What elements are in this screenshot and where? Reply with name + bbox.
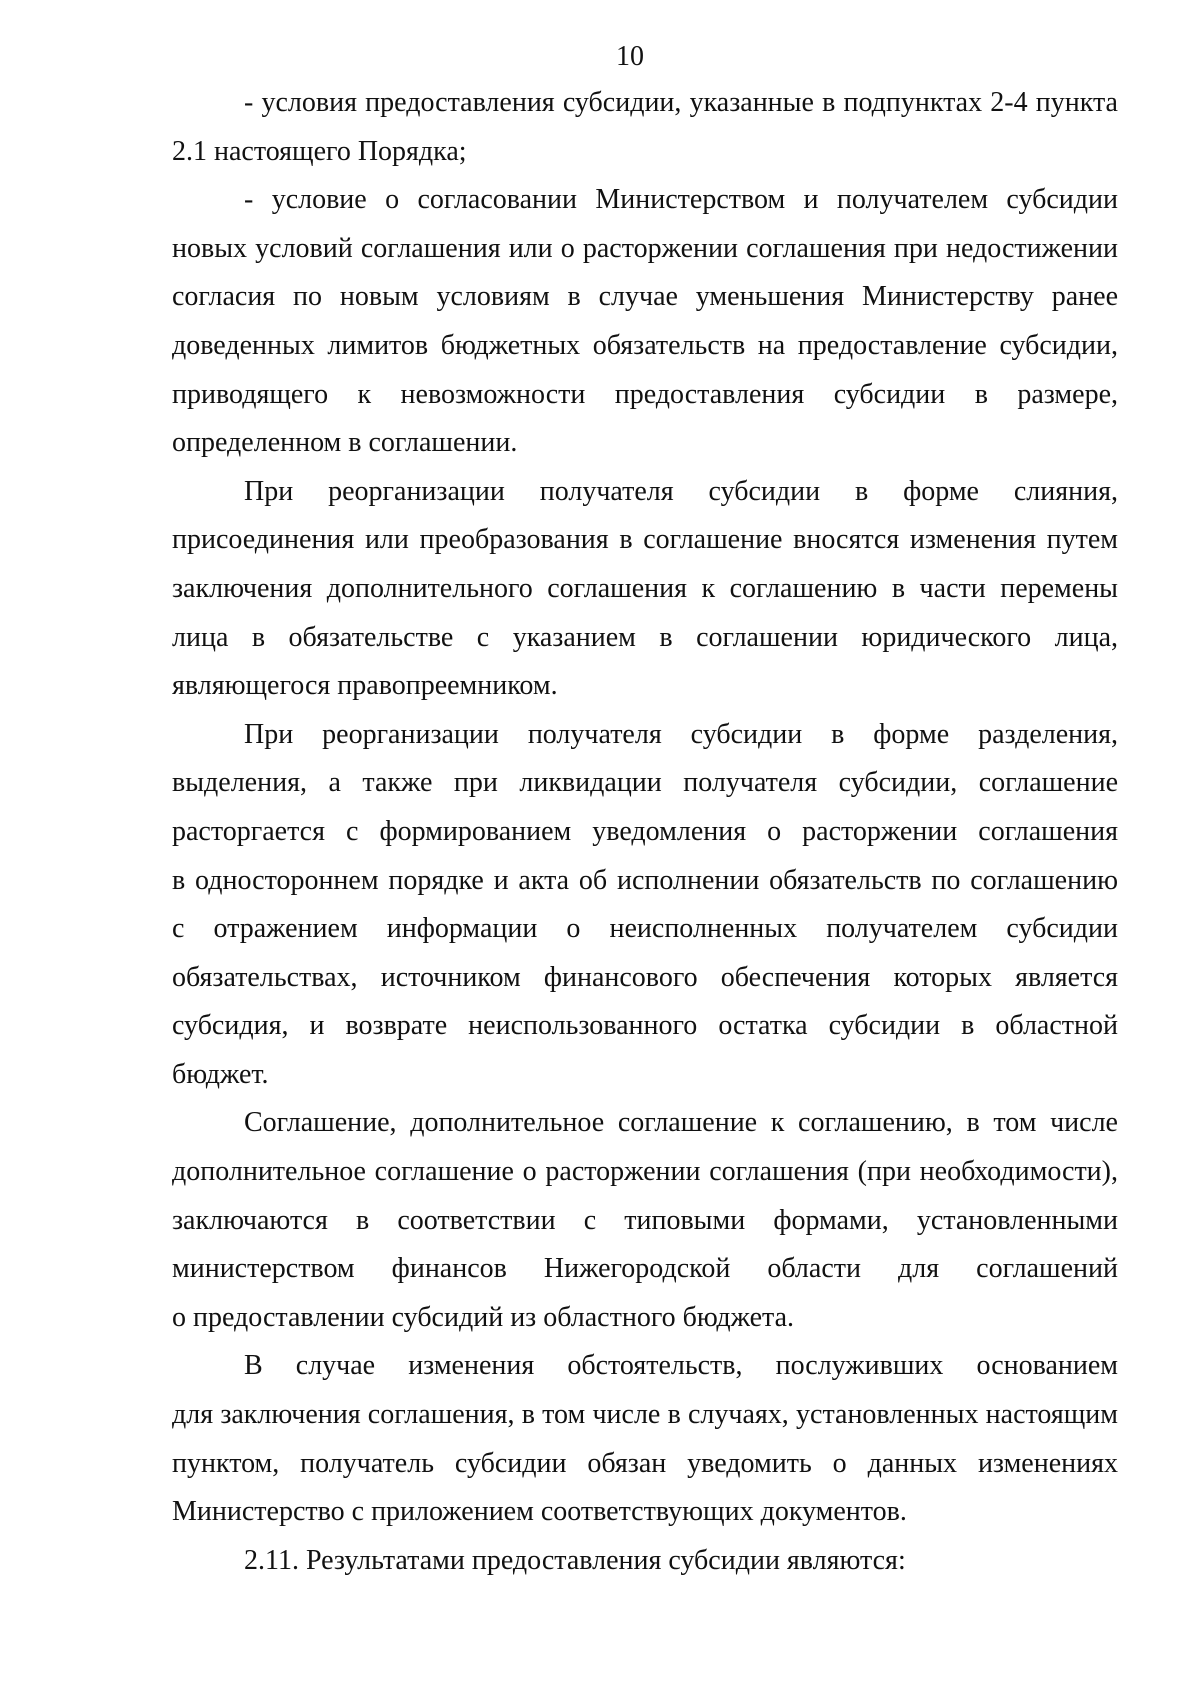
text-line: для заключения соглашения, в том числе в случаях, установленных настоящим xyxy=(172,1399,1118,1431)
text-line: согласия по новым условиям в случае уменьшения Министерству ранее xyxy=(172,281,1118,313)
text-line: расторгается с формированием уведомления о расторжении соглашения xyxy=(172,815,1118,847)
text-line: пунктом, получатель субсидии обязан уведомить о данных изменениях xyxy=(172,1447,1118,1479)
text-line: При реорганизации получателя субсидии в форме слияния, xyxy=(244,475,1118,507)
text-line: дополнительное соглашение о расторжении соглашения (при необходимости), xyxy=(172,1156,1118,1188)
text-line: присоединения или преобразования в соглашение вносятся изменения путем xyxy=(172,524,1118,556)
document-body xyxy=(172,79,1118,1585)
paragraph-reorganization-merger xyxy=(172,468,1118,711)
text-line: субсидия, и возврате неиспользованного остатка субсидии в областной xyxy=(172,1010,1118,1042)
text-line: бюджет. xyxy=(172,1058,269,1090)
text-line: Министерство с приложением соответствующих документов. xyxy=(172,1496,907,1528)
text-line: 2.1 настоящего Порядка; xyxy=(172,135,467,167)
paragraph-reorganization-division xyxy=(172,711,1118,1100)
text-line: заключения дополнительного соглашения к соглашению в части перемены xyxy=(172,572,1118,604)
text-line: министерством финансов Нижегородской области для соглашений xyxy=(172,1253,1118,1285)
paragraph-agreement-terms xyxy=(172,176,1118,468)
text-line: доведенных лимитов бюджетных обязательств на предоставление субсидии, xyxy=(172,329,1118,361)
text-line: обязательствах, источником финансового обеспечения которых является xyxy=(172,961,1118,993)
paragraph-change-notification xyxy=(172,1342,1118,1536)
text-line: выделения, а также при ликвидации получателя субсидии, соглашение xyxy=(172,767,1118,799)
text-line: являющегося правопреемником. xyxy=(172,670,558,702)
text-line: В случае изменения обстоятельств, послуживших основанием xyxy=(244,1350,1118,1382)
text-line: о предоставлении субсидий из областного бюджета. xyxy=(172,1301,795,1333)
text-line: - условие о согласовании Министерством и получателем субсидии xyxy=(244,184,1118,216)
text-line: приводящего к невозможности предоставления субсидии в размере, xyxy=(172,378,1118,410)
text-line: определенном в соглашении. xyxy=(172,427,518,459)
text-line: - условия предоставления субсидии, указанные в подпунктах 2-4 пункта xyxy=(244,87,1118,118)
text-line: 2.11. Результатами предоставления субсидии являются: xyxy=(244,1544,906,1576)
paragraph-subsidy-conditions xyxy=(172,79,1118,176)
text-line: с отражением информации о неисполненных получателем субсидии xyxy=(172,913,1118,945)
text-line: заключаются в соответствии с типовыми формами, установленными xyxy=(172,1204,1118,1236)
page-number: 10 xyxy=(616,41,644,72)
text-line: новых условий соглашения или о расторжении соглашения при недостижении xyxy=(172,232,1118,264)
text-line: лица в обязательстве с указанием в соглашении юридического лица, xyxy=(172,621,1118,653)
text-line: Соглашение, дополнительное соглашение к соглашению, в том числе xyxy=(244,1107,1118,1139)
paragraph-section-2-11 xyxy=(172,1537,1118,1586)
paragraph-agreement-forms xyxy=(172,1099,1118,1342)
text-line: При реорганизации получателя субсидии в форме разделения, xyxy=(244,718,1118,750)
text-line: в одностороннем порядке и акта об исполнении обязательств по соглашению xyxy=(172,864,1118,896)
